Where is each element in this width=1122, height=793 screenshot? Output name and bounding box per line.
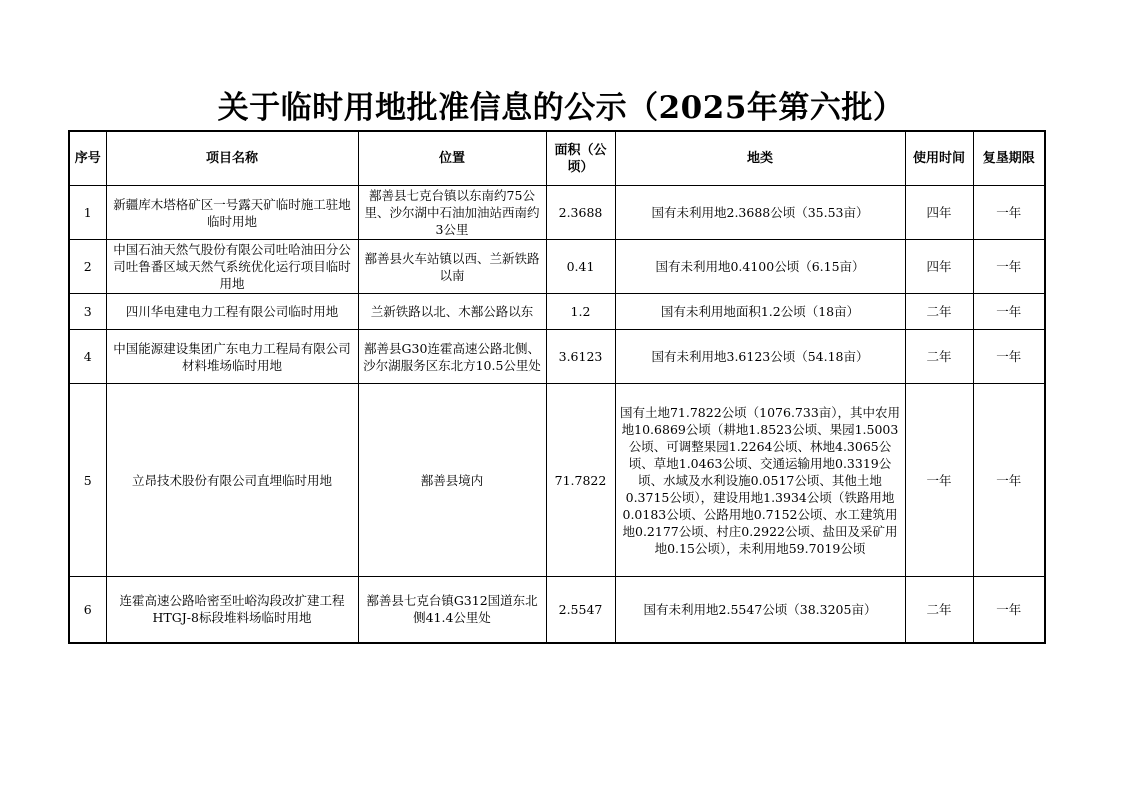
cell-land-type: 国有未利用地2.3688公顷（35.53亩） — [615, 186, 905, 240]
cell-location: 鄯善县火车站镇以西、兰新铁路以南 — [358, 240, 546, 294]
table-row — [69, 294, 1045, 330]
cell-location: 鄯善县G30连霍高速公路北侧、沙尔湖服务区东北方10.5公里处 — [358, 330, 546, 384]
cell-land-type: 国有未利用地3.6123公顷（54.18亩） — [615, 330, 905, 384]
cell-location: 兰新铁路以北、木鄯公路以东 — [358, 294, 546, 330]
cell-area: 0.41 — [546, 240, 615, 294]
page-title: 关于临时用地批准信息的公示（2025年第六批） — [217, 90, 905, 126]
cell-area: 1.2 — [546, 294, 615, 330]
header-use-time: 使用时间 — [905, 131, 973, 186]
cell-reclaim-period: 一年 — [973, 186, 1045, 240]
header-location: 位置 — [358, 131, 546, 186]
cell-reclaim-period: 一年 — [973, 294, 1045, 330]
cell-reclaim-period: 一年 — [973, 384, 1045, 577]
header-reclaim-period: 复垦期限 — [973, 131, 1045, 186]
cell-no: 2 — [69, 240, 106, 294]
cell-no: 6 — [69, 577, 106, 643]
cell-location: 鄯善县境内 — [358, 384, 546, 577]
table-row — [69, 330, 1045, 384]
cell-use-time: 二年 — [905, 294, 973, 330]
cell-project-name: 新疆库木塔格矿区一号露天矿临时施工驻地临时用地 — [106, 186, 358, 240]
cell-project-name: 四川华电建电力工程有限公司临时用地 — [106, 294, 358, 330]
cell-no: 5 — [69, 384, 106, 577]
table-row — [69, 384, 1045, 577]
table-header-row — [69, 131, 1045, 186]
cell-land-type: 国有土地71.7822公顷（1076.733亩），其中农用地10.6869公顷（耕地1.8523公顷、果园1.5003公顷、可调整果园1.2264公顷、林地4.3065公顷、草地1.0463公顷、交通运输用地0.3319公顷、水域及水利设施0.0517公顷、其他土地0.3715公顷），建设用地1.3934公顷（铁路用地0.0183公顷、公路用地0.7152公顷、水工建筑用地0.2177公顷、村庄0.2922公顷、盐田及采矿用地0.15公顷），未利用地59.7019公顷 — [615, 384, 905, 577]
header-land-type: 地类 — [615, 131, 905, 186]
approval-table — [68, 130, 1046, 644]
cell-area: 2.3688 — [546, 186, 615, 240]
table-row — [69, 186, 1045, 240]
cell-no: 4 — [69, 330, 106, 384]
cell-location: 鄯善县七克台镇G312国道东北侧41.4公里处 — [358, 577, 546, 643]
cell-land-type: 国有未利用地2.5547公顷（38.3205亩） — [615, 577, 905, 643]
cell-project-name: 立昂技术股份有限公司直埋临时用地 — [106, 384, 358, 577]
cell-project-name: 中国石油天然气股份有限公司吐哈油田分公司吐鲁番区域天然气系统优化运行项目临时用地 — [106, 240, 358, 294]
cell-project-name: 连霍高速公路哈密至吐峪沟段改扩建工程HTGJ-8标段堆料场临时用地 — [106, 577, 358, 643]
cell-land-type: 国有未利用地0.4100公顷（6.15亩） — [615, 240, 905, 294]
cell-land-type: 国有未利用地面积1.2公顷（18亩） — [615, 294, 905, 330]
cell-use-time: 四年 — [905, 240, 973, 294]
cell-area: 3.6123 — [546, 330, 615, 384]
table-row — [69, 577, 1045, 643]
cell-no: 3 — [69, 294, 106, 330]
header-project-name: 项目名称 — [106, 131, 358, 186]
cell-no: 1 — [69, 186, 106, 240]
cell-location: 鄯善县七克台镇以东南约75公里、沙尔湖中石油加油站西南约3公里 — [358, 186, 546, 240]
cell-use-time: 二年 — [905, 330, 973, 384]
header-no: 序号 — [69, 131, 106, 186]
cell-use-time: 二年 — [905, 577, 973, 643]
cell-area: 71.7822 — [546, 384, 615, 577]
cell-project-name: 中国能源建设集团广东电力工程局有限公司材料堆场临时用地 — [106, 330, 358, 384]
cell-use-time: 四年 — [905, 186, 973, 240]
cell-area: 2.5547 — [546, 577, 615, 643]
header-area: 面积（公顷） — [546, 131, 615, 186]
table-row — [69, 240, 1045, 294]
cell-reclaim-period: 一年 — [973, 577, 1045, 643]
cell-reclaim-period: 一年 — [973, 330, 1045, 384]
cell-use-time: 一年 — [905, 384, 973, 577]
cell-reclaim-period: 一年 — [973, 240, 1045, 294]
